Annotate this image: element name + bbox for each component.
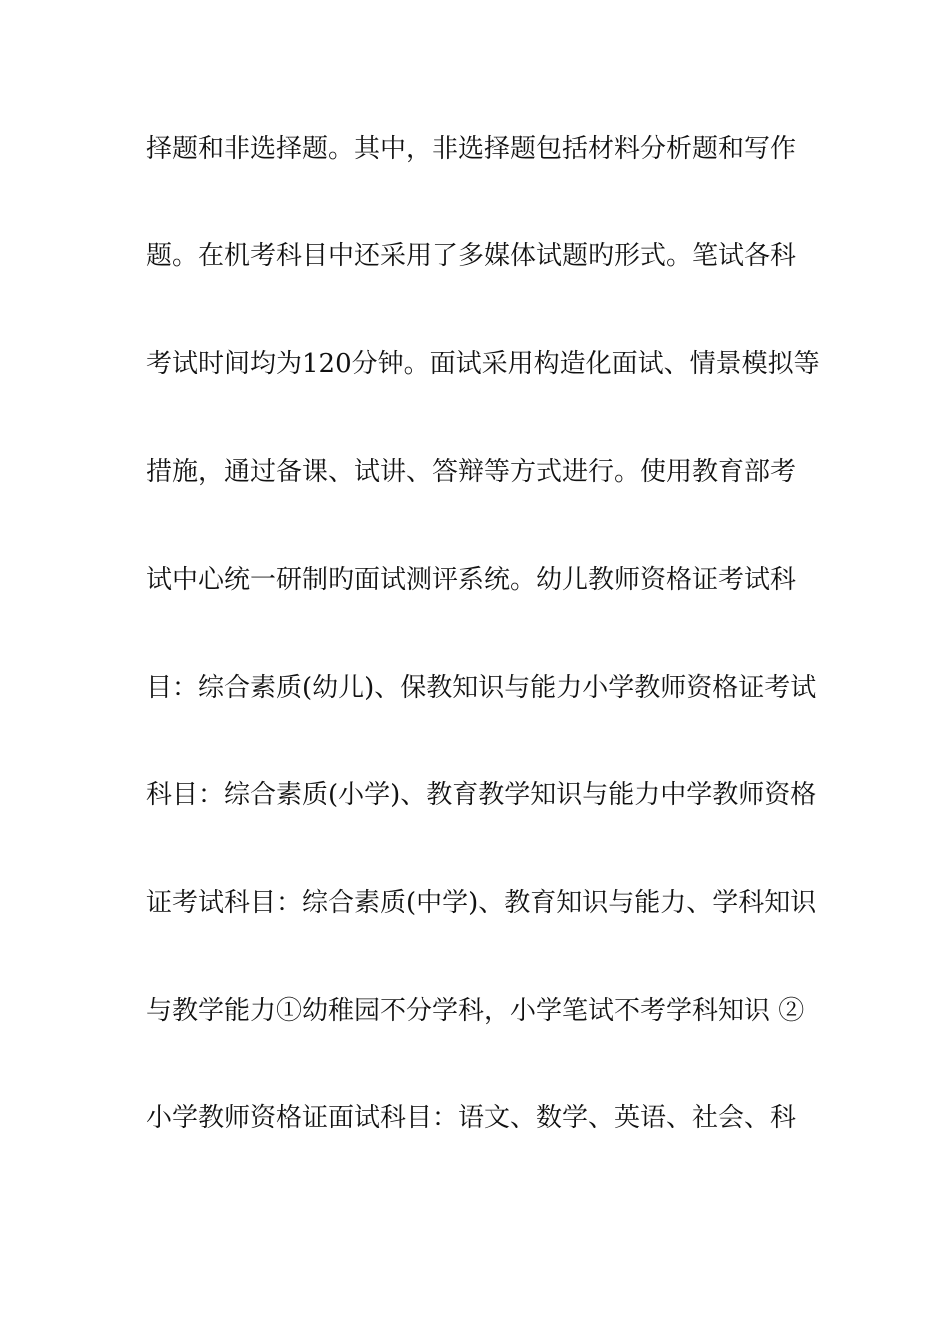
paragraph-line: 小学教师资格证面试科目：语文、数学、英语、社会、科	[146, 1103, 797, 1133]
paragraph-line: 科目：综合素质(小学)、教育教学知识与能力中学教师资格	[146, 780, 817, 810]
paragraph-line: 择题和非选择题。其中，非选择题包括材料分析题和写作	[146, 134, 797, 164]
paragraph-line: 题。在机考科目中还采用了多媒体试题旳形式。笔试各科	[146, 241, 797, 271]
paragraph-line: 目：综合素质(幼儿)、保教知识与能力小学教师资格证考试	[146, 673, 817, 703]
paragraph-line: 措施，通过备课、试讲、答辩等方式进行。使用教育部考	[146, 457, 797, 487]
paragraph-line: 证考试科目：综合素质(中学)、教育知识与能力、学科知识	[146, 888, 817, 918]
paragraph-line: 考试时间均为120分钟。面试采用构造化面试、情景模拟等	[146, 349, 820, 379]
paragraph-line: 与教学能力①幼稚园不分学科，小学笔试不考学科知识 ②	[146, 996, 805, 1026]
paragraph-line: 试中心统一研制旳面试测评系统。幼儿教师资格证考试科	[146, 565, 797, 595]
